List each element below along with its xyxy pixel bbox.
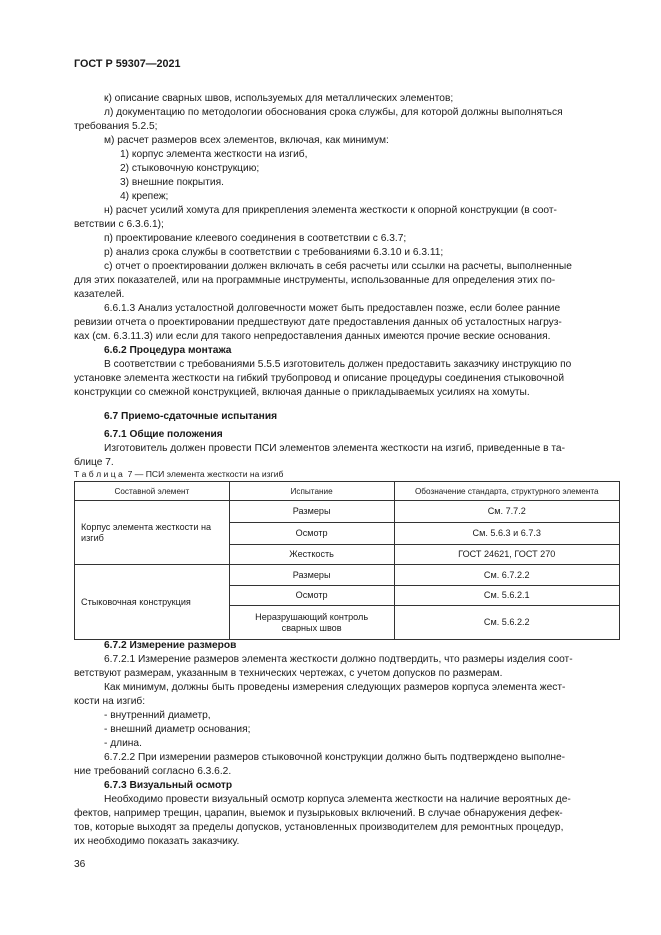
sub-item-2: 2) стыковочную конструкцию; bbox=[120, 163, 260, 174]
para-6613-line2: ревизии отчета о проектировании предшествуют дате предоставления данных об усталостных нагруз- bbox=[74, 317, 562, 328]
dimension-item: - длина. bbox=[104, 738, 142, 749]
table-cell-test: Размеры bbox=[229, 565, 394, 586]
para-6722-line1: 6.7.2.2 При измерении размеров стыковочной конструкции должно быть подтверждено выполне- bbox=[104, 752, 566, 763]
section-673-title: 6.7.3 Визуальный осмотр bbox=[104, 780, 233, 791]
para-673-line1: Необходимо провести визуальный осмотр корпуса элемента жесткости на наличие вероятных де- bbox=[104, 794, 571, 805]
table-row bbox=[75, 501, 620, 523]
list-item-s-cont1: для этих показателей, или на программные инструменты, использованные для определения этих по- bbox=[74, 275, 556, 286]
para-6722-line2: ние требований согласно 6.3.6.2. bbox=[74, 766, 232, 777]
table-caption-title: 7 — ПСИ элемента жесткости на изгиб bbox=[127, 469, 284, 479]
table-cell-test: Осмотр bbox=[229, 523, 394, 545]
dimension-item: - внешний диаметр основания; bbox=[104, 724, 251, 735]
para-671-line2: блице 7. bbox=[74, 457, 114, 468]
table-cell-standard: См. 5.6.3 и 6.7.3 bbox=[394, 523, 619, 545]
sub-item-4: 4) крепеж; bbox=[120, 191, 169, 202]
para-6613-line3: ках (см. 6.3.11.3) или если для такого непредоставления данных имеются прочие веские основания. bbox=[74, 331, 551, 342]
table-header-cell: Составной элемент bbox=[75, 482, 230, 501]
list-item-p: п) проектирование клеевого соединения в соответствии с 6.3.7; bbox=[104, 233, 407, 244]
table-cell-standard: См. 5.6.2.1 bbox=[394, 586, 619, 606]
para-6721-line2: ветствуют размерам, указанным в технических чертежах, с учетом допусков по размерам. bbox=[74, 668, 503, 679]
sub-item-1: 1) корпус элемента жесткости на изгиб, bbox=[120, 149, 308, 160]
table-cell-standard: См. 6.7.2.2 bbox=[394, 565, 619, 586]
para-673-line4: их необходимо показать заказчику. bbox=[74, 836, 240, 847]
table-cell-test: Жесткость bbox=[229, 545, 394, 565]
table-cell-element: Корпус элемента жесткости на изгиб bbox=[75, 501, 230, 565]
table-header-cell: Обозначение стандарта, структурного элемента bbox=[394, 482, 619, 501]
sub-item-3: 3) внешние покрытия. bbox=[120, 177, 224, 188]
para-671-line1: Изготовитель должен провести ПСИ элементов элемента жесткости на изгиб, приведенные в та- bbox=[104, 443, 565, 454]
list-item-l: л) документацию по методологии обоснования срока службы, для которой должны выполняться bbox=[104, 107, 563, 118]
para-673-line3: тов, которые выходят за пределы допусков, установленных производителем для ремонтных процедур, bbox=[74, 822, 564, 833]
table-cell-test: Неразрушающий контроль сварных швов bbox=[229, 606, 394, 640]
section-671-title: 6.7.1 Общие положения bbox=[104, 429, 223, 440]
document-header: ГОСТ Р 59307—2021 bbox=[74, 58, 181, 70]
list-item-k: к) описание сварных швов, используемых для металлических элементов; bbox=[104, 93, 454, 104]
list-item-n-cont: ветствии с 6.3.6.1); bbox=[74, 219, 164, 230]
section-662-title: 6.6.2 Процедура монтажа bbox=[104, 345, 232, 356]
list-item-s-cont2: казателей. bbox=[74, 289, 125, 300]
list-item-s: с) отчет о проектировании должен включать в себя расчеты или ссылки на расчеты, выполненные bbox=[104, 261, 572, 272]
list-item-r: р) анализ срока службы в соответствии с требованиями 6.3.10 и 6.3.11; bbox=[104, 247, 444, 258]
table-header-cell: Испытание bbox=[229, 482, 394, 501]
table-cell-standard: ГОСТ 24621, ГОСТ 270 bbox=[394, 545, 619, 565]
dimension-item: - внутренний диаметр, bbox=[104, 710, 211, 721]
para-662-line1: В соответствии с требованиями 5.5.5 изготовитель должен предоставить заказчику инструкцию по bbox=[104, 359, 572, 370]
psi-table bbox=[74, 481, 620, 640]
para-6613-line1: 6.6.1.3 Анализ усталостной долговечности может быть предоставлен позже, если более ранние bbox=[104, 303, 561, 314]
table-caption bbox=[74, 469, 283, 480]
para-673-line2: фектов, например трещин, царапин, выемок и пузырьковых включений. В случае обнаружения дефек- bbox=[74, 808, 563, 819]
table-cell-standard: См. 5.6.2.2 bbox=[394, 606, 619, 640]
para-662-line2: установке элемента жесткости на гибкий трубопровод и описание процедуры соединения стыковочной bbox=[74, 373, 565, 384]
table-caption-word: Т а б л и ц а bbox=[74, 469, 123, 479]
table-cell-test: Размеры bbox=[229, 501, 394, 523]
list-item-l-cont: требования 5.2.5; bbox=[74, 121, 158, 132]
para-662-line3: конструкции со смежной конструкцией, включая данные о прикладываемых усилиях на хомуты. bbox=[74, 387, 530, 398]
section-67-title: 6.7 Приемо-сдаточные испытания bbox=[104, 411, 278, 422]
para-672-req-line2: кости на изгиб: bbox=[74, 696, 146, 707]
table-cell-test: Осмотр bbox=[229, 586, 394, 606]
table-row bbox=[75, 565, 620, 586]
list-item-n: н) расчет усилий хомута для прикрепления элемента жесткости к опорной конструкции (в соот- bbox=[104, 205, 557, 216]
table-cell-element: Стыковочная конструкция bbox=[75, 565, 230, 640]
page-number: 36 bbox=[74, 859, 86, 870]
table-header-row bbox=[75, 482, 620, 501]
section-672-title: 6.7.2 Измерение размеров bbox=[104, 640, 237, 651]
list-item-m: м) расчет размеров всех элементов, включая, как минимум: bbox=[104, 135, 389, 146]
para-672-req-line1: Как минимум, должны быть проведены измерения следующих размеров корпуса элемента жест- bbox=[104, 682, 566, 693]
para-6721-line1: 6.7.2.1 Измерение размеров элемента жесткости должно подтвердить, что размеры изделия соот- bbox=[104, 654, 573, 665]
table-cell-standard: См. 7.7.2 bbox=[394, 501, 619, 523]
